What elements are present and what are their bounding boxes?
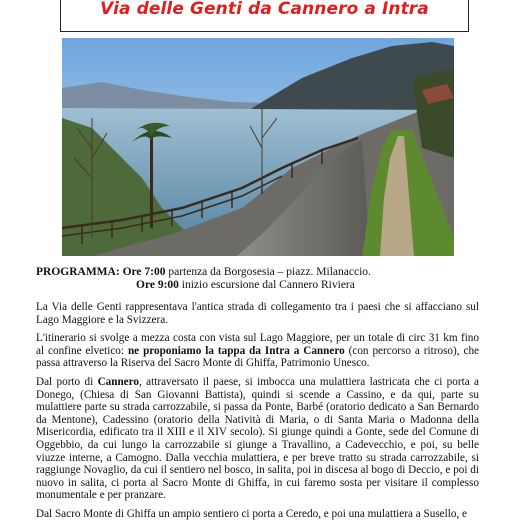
program-section: [36, 266, 371, 292]
departure-text: partenza da Borgosesia – piazz. Milanaccio.: [165, 266, 371, 278]
route-title: Via delle Genti da Cannero a Intra: [100, 0, 429, 19]
itinerary-text-end: (con percorso a ritroso), che passa attraverso la Riserva del Sacro Monte di Ghiffa, Patrimonio Unesco.: [36, 344, 480, 370]
start-text: inizio escursione dal Cannero Riviera: [178, 279, 355, 291]
program-label: PROGRAMMA:: [36, 266, 120, 278]
paragraph-route: [36, 376, 479, 502]
time-departure: Ore 7:00: [122, 266, 166, 278]
paragraph-itinerary: [36, 332, 479, 370]
title-box: [60, 0, 469, 32]
lake-trail-photo: [62, 38, 454, 256]
route-text: , attraversato il paese, si imbocca una mulattiera lastricata che ci porta a Donego, (Chiesa di San Giovanni Battista), quindi si scende a Cassino, e da qui, parte su mulattiere parte su strada carrozzabile, si passa da Ponte, Barbé (oratorio dedicato a San Bernardo da Mentone), Cadessino (oratorio della Natività di Maria, o di Santa Maria o Madonna della Misericordia, edificato tra il XIII e il XIV secolo). Si giunge quindi a Gonte, sede del Comune di Oggebbio, da cui lungo la carrozzabile si giunge a Travallino, a Cadevecchio, e poi, su belle viuzze interne, a Camogno. Dalla vecchia mulattiera, e per breve tratto su strada carrozzabile, si raggiunge Novaglio, da cui il sentiero nel bosco, in salita, poi in discesa al bogo di Deccio, e poi di nuovo in salita, ci porta al Sacro Monte di Ghiffa, in cui faremo sosta per visitare il complesso monumentale e per pranzare.: [36, 375, 479, 502]
itinerary-text: L'itinerario si svolge a mezza costa con vista sul Lago Maggiore, per un totale di circ 31 km fino al confine elvetico:: [36, 332, 479, 357]
description: [36, 301, 479, 527]
itinerary-highlight: ne proponiamo la tappa da Intra a Cannero: [127, 344, 345, 357]
program-row-2: [36, 279, 371, 292]
time-start: Ore 9:00: [136, 279, 179, 291]
route-text-start: Dal porto di: [36, 375, 98, 388]
paragraph-sacro-monte: Dal Sacro Monte di Ghiffa un ampio sentiero ci porta a Ceredo, e poi una mulattiera a Susello, e: [36, 507, 468, 520]
program-row-1: [36, 266, 371, 279]
route-highlight: Cannero: [97, 375, 140, 388]
paragraph-intro: La Via delle Genti rappresentava l'antica strada di collegamento tra i paesi che si affacciano sul Lago Maggiore e la Svizzera.: [36, 301, 479, 326]
